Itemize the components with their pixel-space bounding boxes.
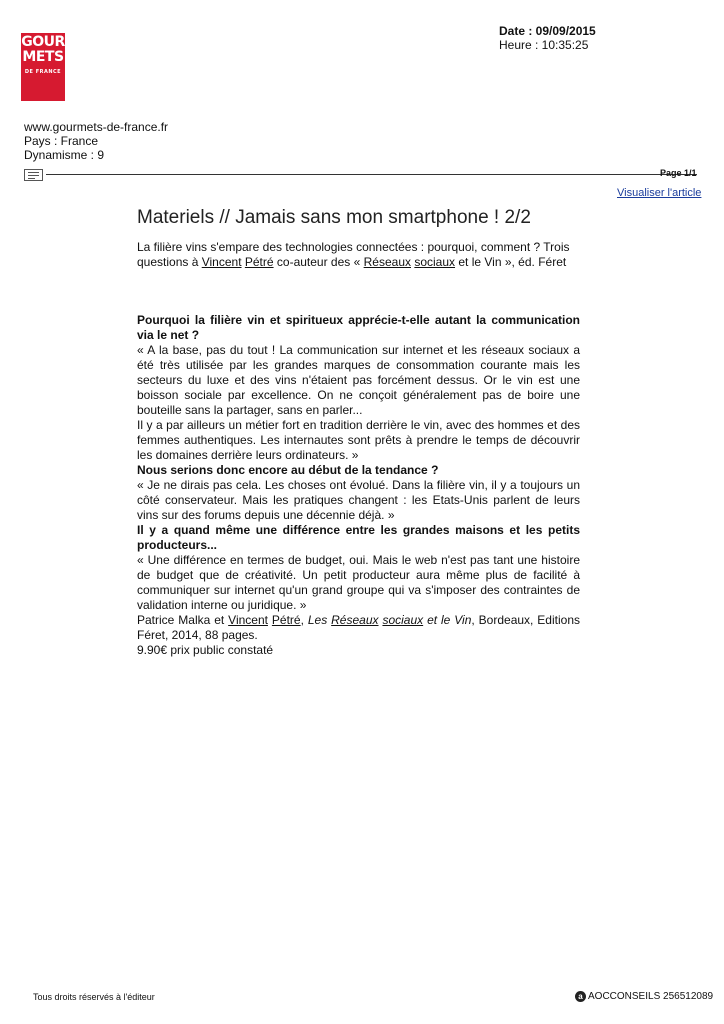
keyword-sociaux: sociaux xyxy=(414,255,456,269)
article-body xyxy=(137,313,580,658)
author-last-name: Pétré xyxy=(244,255,274,269)
clipping-time: Heure : 10:35:25 xyxy=(499,38,589,52)
answer-3: « Une différence en termes de budget, oui. Mais le web n'est pas tant une histoire de budget que de créativité. Un petit producteur aura même plus de facilité à communiquer sur internet qu'un grand groupe qui va s'imposer des contraintes de validation interne ou juridique. » xyxy=(137,553,580,612)
book-reference: Patrice Malka et Vincent Pétré, Les Réseaux sociaux et le Vin, Bordeaux, Editions Féret, 2014, 88 pages. xyxy=(137,613,580,642)
source-country: Pays : France xyxy=(24,134,99,148)
answer-2: « Je ne dirais pas cela. Les choses ont évolué. Dans la filière vin, il y a toujours un côté conservateur. Mais les pratiques changent : les Etats-Unis parlent de leurs vins sur des forums depuis une décennie déjà. » xyxy=(137,478,580,522)
page-indicator: Page 1/1 xyxy=(660,168,697,178)
article-title: Materiels // Jamais sans mon smartphone ! 2/2 xyxy=(137,207,531,228)
aoc-badge-icon: a xyxy=(575,991,586,1002)
client-id: AOCCONSEILS 256512089 xyxy=(588,991,714,1002)
article-icon xyxy=(24,169,43,181)
gourmets-de-france-logo xyxy=(21,33,65,101)
answer-1-paragraph-2: Il y a par ailleurs un métier fort en tradition derrière le vin, avec des hommes et des femmes authentiques. Les internautes sont prêts à prendre le temps de découvrir les domaines derrière leurs ordinateurs. » xyxy=(137,418,580,462)
author-first-name: Vincent xyxy=(201,255,242,269)
question-2: Nous serions donc encore au début de la tendance ? xyxy=(137,463,439,477)
clipping-date: Date : 09/09/2015 xyxy=(499,24,596,38)
article-lead: La filière vins s'empare des technologies connectées : pourquoi, comment ? Trois questions à Vincent Pétré co-auteur des « Réseaux sociaux et le Vin », éd. Féret xyxy=(137,240,570,269)
keyword-reseaux: Réseaux xyxy=(363,255,411,269)
view-article-link[interactable]: Visualiser l'article xyxy=(617,187,702,199)
question-3: Il y a quand même une différence entre les grandes maisons et les petits producteurs... xyxy=(137,523,580,552)
header-divider xyxy=(46,174,697,175)
rights-notice: Tous droits réservés à l'éditeur xyxy=(33,992,155,1002)
source-dynamism: Dynamisme : 9 xyxy=(24,148,105,162)
client-reference xyxy=(575,991,713,1002)
book-price: 9.90€ prix public constaté xyxy=(137,643,274,657)
source-url: www.gourmets-de-france.fr xyxy=(24,120,169,134)
answer-1-paragraph-1: « A la base, pas du tout ! La communication sur internet et les réseaux sociaux a été très utilisée par les grandes marques de consommation courante mais les secteurs du luxe et des vins n'étaient pas forcément dessus. Or le vin est une boisson sociale par excellence. On ne conçoit généralement pas de boire une bouteille sans la partager, sans en parler... xyxy=(137,343,580,417)
logo-line-2: METS xyxy=(22,49,64,65)
logo-line-1: GOUR xyxy=(21,34,65,50)
logo-line-3: DE FRANCE xyxy=(24,69,62,75)
question-1: Pourquoi la filière vin et spiritueux apprécie-t-elle autant la communication via le net ? xyxy=(137,313,580,342)
